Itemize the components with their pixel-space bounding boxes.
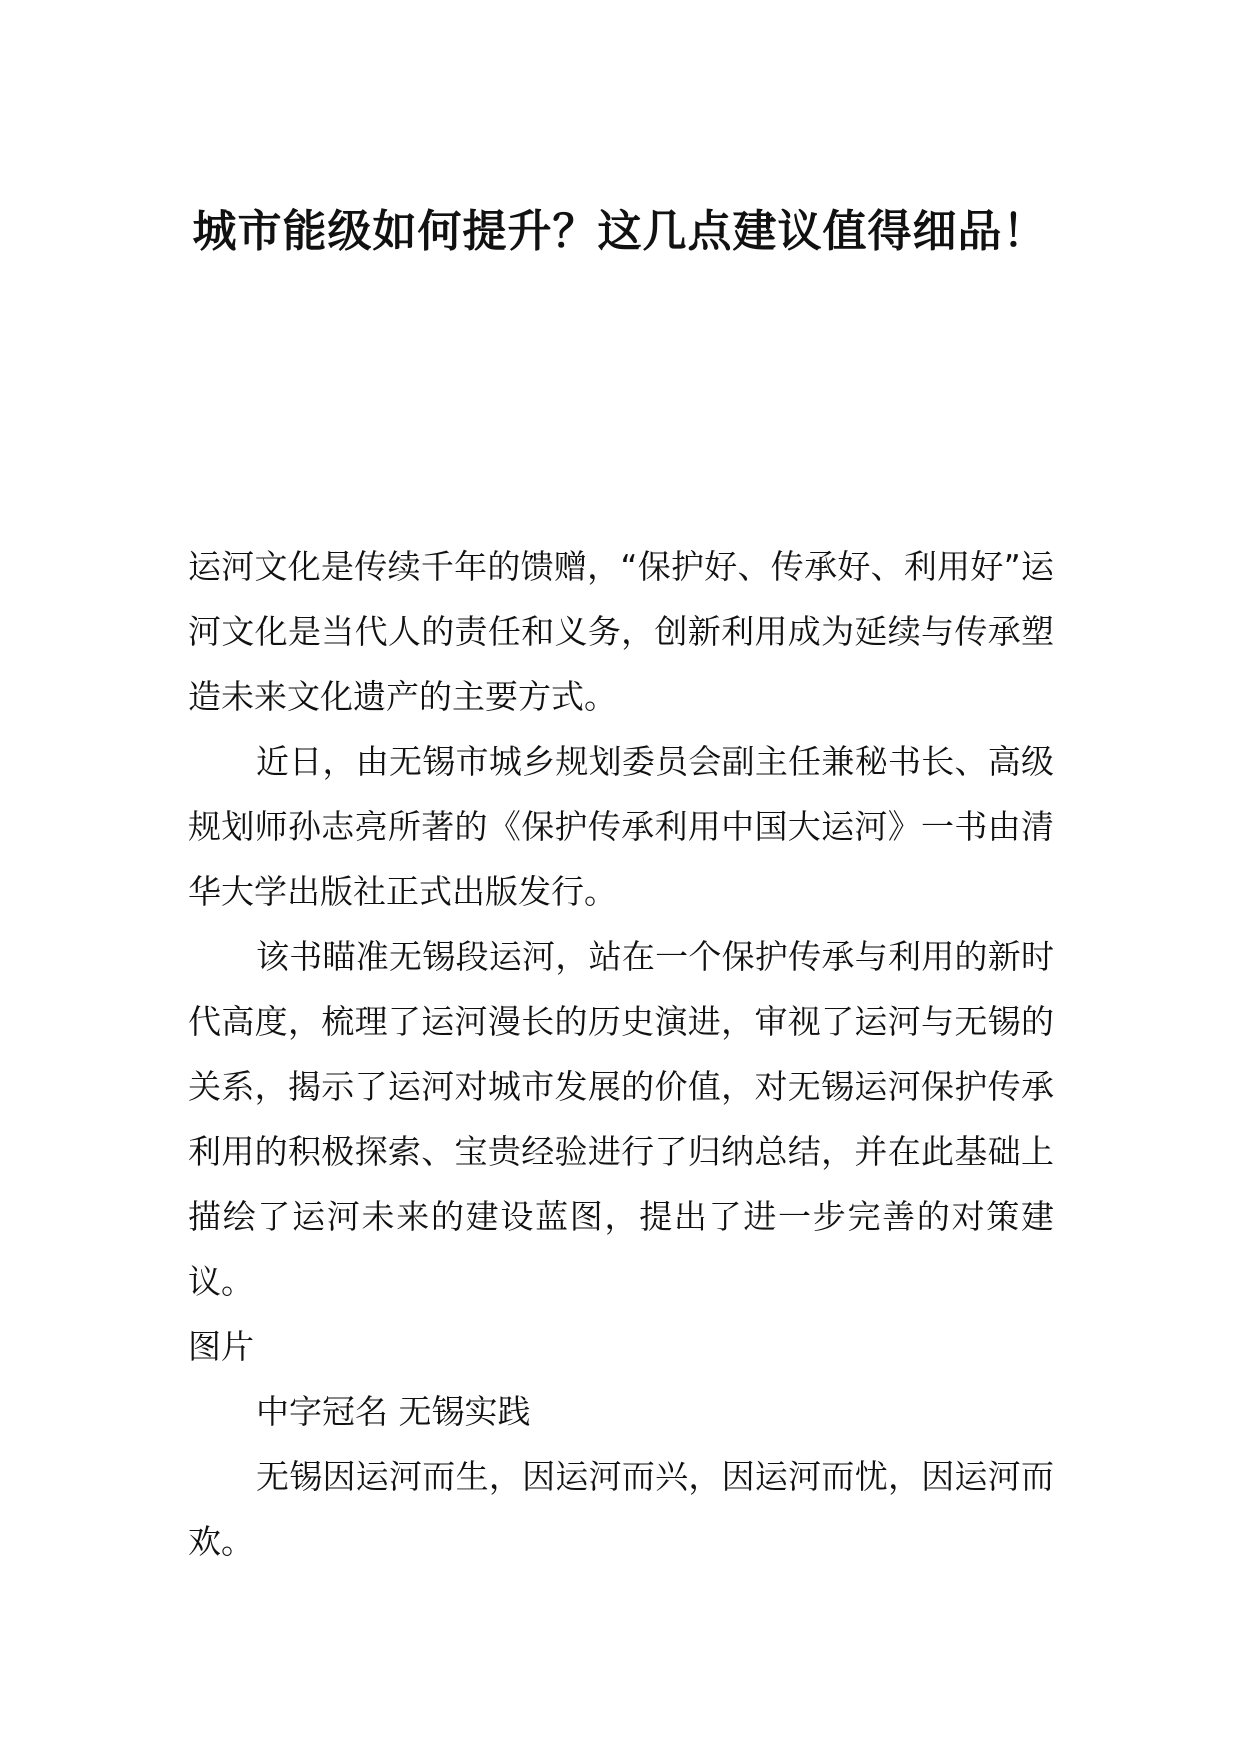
article-body <box>188 534 1054 1574</box>
page-title: 城市能级如何提升？这几点建议值得细品！ <box>192 206 1048 257</box>
image-placeholder-label: 图片 <box>188 1327 254 1366</box>
paragraph: 无锡因运河而生，因运河而兴，因运河而忧，因运河而欢。 <box>188 1457 1054 1561</box>
paragraph: 该书瞄准无锡段运河，站在一个保护传承与利用的新时代高度，梳理了运河漫长的历史演进，审视了运河与无锡的关系，揭示了运河对城市发展的价值，对无锡运河保护传承利用的积极探索、宝贵经验进行了归纳总结，并在此基础上描绘了运河未来的建设蓝图，提出了进一步完善的对策建议。 <box>188 937 1054 1301</box>
paragraph: 近日，由无锡市城乡规划委员会副主任兼秘书长、高级规划师孙志亮所著的《保护传承利用中国大运河》一书由清华大学出版社正式出版发行。 <box>188 742 1054 911</box>
section-heading: 中字冠名 无锡实践 <box>256 1392 531 1431</box>
paragraph: 运河文化是传续千年的馈赠，“保护好、传承好、利用好”运河文化是当代人的责任和义务，创新利用成为延续与传承塑造未来文化遗产的主要方式。 <box>188 547 1054 716</box>
